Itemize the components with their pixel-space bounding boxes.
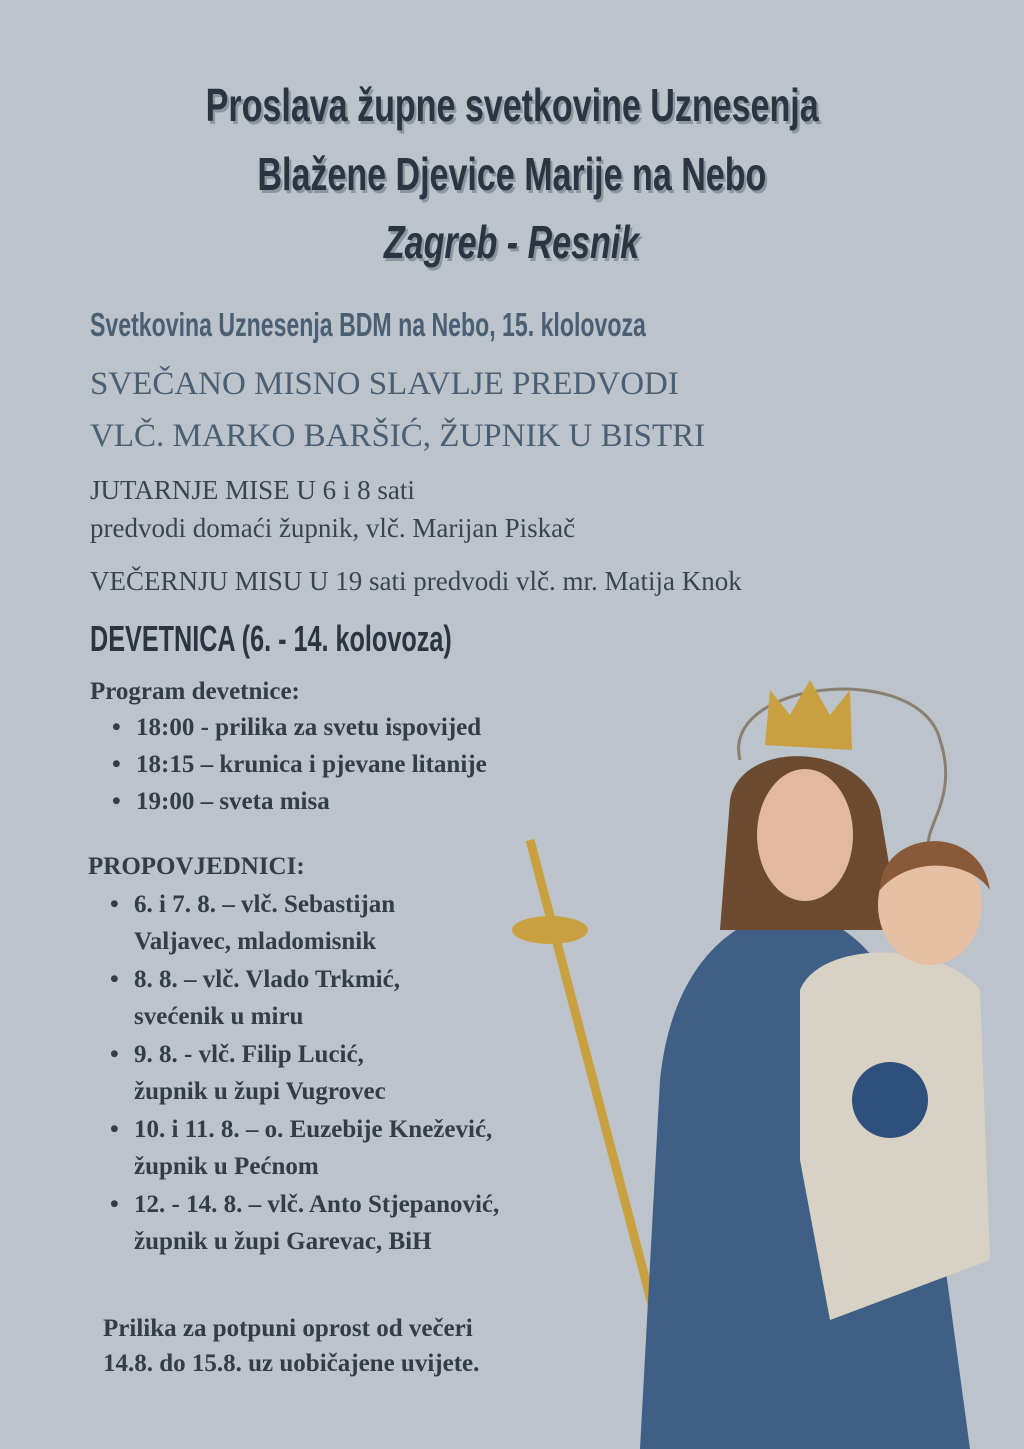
mary-face	[757, 769, 853, 901]
preacher-item-cont: župnik u župi Vugrovec	[134, 1078, 386, 1105]
solemn-line-1: SVEČANO MISNO SLAVLJE PREDVODI	[90, 366, 679, 402]
preacher-item: • 6. i 7. 8. – vlč. Sebastijan	[134, 891, 395, 919]
indulgence-line-2: 14.8. do 15.8. uz uobičajene uvijete.	[103, 1350, 480, 1377]
preacher-item: • 12. - 14. 8. – vlč. Anto Stjepanović,	[134, 1191, 499, 1219]
title-line-2: Blažene Djevice Marije na Nebo	[257, 148, 767, 200]
program-item: • 18:00 - prilika za svetu ispovijed	[136, 714, 481, 742]
globe	[852, 1062, 928, 1138]
novena-heading: DEVETNICA (6. - 14. kolovoza)	[90, 618, 452, 659]
program-item: • 18:15 – krunica i pjevane litanije	[136, 751, 487, 779]
preacher-item: • 10. i 11. 8. – o. Euzebije Knežević,	[134, 1116, 492, 1144]
title-line-3: Zagreb - Resnik	[384, 216, 640, 268]
indulgence-line-1: Prilika za potpuni oprost od večeri	[103, 1315, 473, 1342]
program-label: Program devetnice:	[90, 678, 300, 705]
preachers-label: PROPOVJEDNICI:	[88, 853, 305, 880]
title-line-1: Proslava župne svetkovine Uznesenja	[205, 79, 819, 131]
preacher-item: • 8. 8. – vlč. Vlado Trkmić,	[134, 966, 400, 994]
feast-heading: Svetkovina Uznesenja BDM na Nebo, 15. klolovoza	[90, 306, 646, 343]
preacher-item-cont: Valjavec, mladomisnik	[134, 928, 377, 955]
morning-mass-1: JUTARNJE MISE U 6 i 8 sati	[90, 475, 415, 505]
preacher-item: • 9. 8. - vlč. Filip Lucić,	[134, 1041, 364, 1069]
preacher-item-cont: župnik u Pećnom	[134, 1153, 319, 1180]
program-item: • 19:00 – sveta misa	[136, 788, 330, 816]
evening-mass: VEČERNJU MISU U 19 sati predvodi vlč. mr. Matija Knok	[90, 566, 742, 596]
madonna-statue-image	[500, 660, 1024, 1449]
solemn-line-2: VLČ. MARKO BARŠIĆ, ŽUPNIK U BISTRI	[90, 418, 706, 454]
morning-mass-2: predvodi domaći župnik, vlč. Marijan Piskač	[90, 513, 576, 543]
scepter-top	[512, 916, 588, 944]
preacher-item-cont: svećenik u miru	[134, 1003, 304, 1030]
preacher-item-cont: župnik u župi Garevac, BiH	[134, 1228, 432, 1255]
